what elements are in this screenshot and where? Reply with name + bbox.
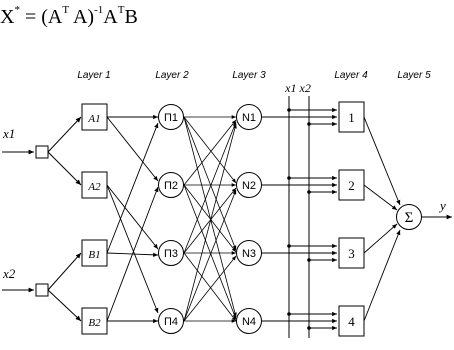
output-y-label: y <box>440 198 446 213</box>
layer1-b1-label: B1 <box>88 249 101 261</box>
layer3-node-3 <box>237 241 262 266</box>
layer1-label: Layer 1 <box>77 70 111 81</box>
layer2-4-label: Π4 <box>163 316 179 328</box>
formula-t2: T <box>117 4 125 17</box>
layer2-node-1 <box>159 105 184 130</box>
formula-eq: = (A <box>19 6 63 28</box>
layer3-4-label: N4 <box>241 316 257 328</box>
layer1-node-a2 <box>82 172 107 198</box>
layer2-label: Layer 2 <box>155 70 189 81</box>
formula-inv: -1 <box>94 4 104 17</box>
layer1-node-a1 <box>82 104 107 130</box>
layer1-b2-label: B2 <box>88 317 101 329</box>
layer4-node-2 <box>339 170 364 200</box>
layer3-3-label: N3 <box>241 248 257 260</box>
layer1-a1-label: A1 <box>88 113 101 125</box>
sum-node <box>397 205 422 230</box>
layer4-2-label: 2 <box>348 178 355 193</box>
layer4-3-label: 3 <box>348 246 355 261</box>
layer4-node-3 <box>339 238 364 268</box>
layer2-3-label: Π3 <box>163 248 179 260</box>
layer4-node-4 <box>339 306 364 336</box>
layer1-node-b2 <box>82 308 107 334</box>
layer2-node-2 <box>159 173 184 198</box>
layer5-label: Layer 5 <box>397 70 431 81</box>
sum-symbol: Σ <box>404 210 414 226</box>
layer2-1-label: Π1 <box>163 112 179 124</box>
input-x1-label: x1 <box>3 126 16 141</box>
input-x1-node <box>36 146 48 158</box>
layer4-node-1 <box>339 102 364 132</box>
formula-b: B <box>124 6 138 28</box>
layer4-1-label: 1 <box>348 110 355 125</box>
input-x2-label: x2 <box>3 266 16 281</box>
formula-t1: T <box>62 4 70 17</box>
layer1-node-b1 <box>82 240 107 266</box>
input-x2-node <box>36 284 48 296</box>
layer3-1-label: N1 <box>241 112 257 124</box>
x1-x2-header: x1 x2 <box>285 81 311 95</box>
layer3-node-1 <box>237 105 262 130</box>
formula-lhs: X <box>0 6 15 28</box>
layer2-2-label: Π2 <box>163 180 179 192</box>
layer3-node-4 <box>237 309 262 334</box>
layer2-node-3 <box>159 241 184 266</box>
layer3-2-label: N2 <box>241 180 257 192</box>
layer3-label: Layer 3 <box>232 70 266 81</box>
formula-star: * <box>14 4 20 17</box>
formula-a: A <box>103 6 118 28</box>
layer4-label: Layer 4 <box>334 70 368 81</box>
layer4-4-label: 4 <box>348 314 355 329</box>
formula-mid: A) <box>69 6 95 28</box>
layer3-node-2 <box>237 173 262 198</box>
layer1-a2-label: A2 <box>88 181 101 193</box>
layer2-node-4 <box>159 309 184 334</box>
